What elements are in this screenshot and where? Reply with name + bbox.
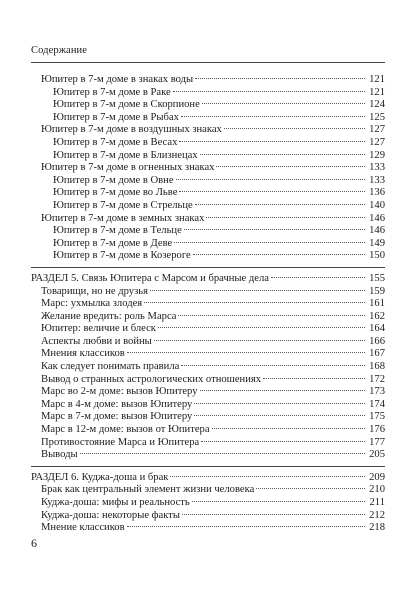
toc-entry-page: 212 bbox=[369, 509, 385, 521]
toc-entry-page: 172 bbox=[369, 373, 385, 385]
toc-entry-title: Юпитер в 7-м доме в Тельце bbox=[53, 225, 182, 237]
toc-entry-title: Противостояние Марса и Юпитера bbox=[41, 436, 200, 448]
toc-entry[interactable] bbox=[31, 250, 385, 263]
dot-leader bbox=[206, 217, 365, 218]
toc-entry-title: Юпитер в 7-м доме в Весах bbox=[53, 136, 178, 148]
section-divider bbox=[31, 267, 385, 268]
toc-entry[interactable] bbox=[31, 112, 385, 125]
dot-leader bbox=[195, 78, 365, 79]
dot-leader bbox=[182, 514, 365, 515]
toc-entry-title: Марс во 2-м доме: вызов Юпитеру bbox=[41, 386, 198, 398]
toc-entry[interactable] bbox=[31, 87, 385, 100]
toc-entry-title: Юпитер в 7-м доме в Близнецах bbox=[53, 149, 198, 161]
toc-entry-title: РАЗДЕЛ 6. Куджа-доша и брак bbox=[31, 471, 169, 483]
toc-entry-title: Юпитер в 7-м доме в Рыбах bbox=[53, 111, 179, 123]
dot-leader bbox=[178, 315, 365, 316]
toc-entry[interactable] bbox=[31, 213, 385, 226]
dot-leader bbox=[144, 302, 365, 303]
toc-entry-page: 211 bbox=[369, 497, 385, 508]
dot-leader bbox=[202, 103, 365, 104]
dot-leader bbox=[224, 128, 365, 129]
toc-entry[interactable] bbox=[31, 522, 385, 535]
toc-entry-page: 121 bbox=[369, 74, 385, 85]
header-divider bbox=[31, 62, 385, 63]
toc-entry-page: 133 bbox=[369, 174, 385, 186]
toc-entry[interactable] bbox=[31, 510, 385, 523]
toc-entry-page: 175 bbox=[369, 411, 385, 423]
toc-entry-page: 136 bbox=[369, 187, 385, 199]
toc-entry-page: 166 bbox=[369, 335, 385, 347]
toc-entry-page: 155 bbox=[369, 272, 385, 284]
toc-entry-title: Марс в 7-м доме: вызов Юпитеру bbox=[41, 411, 193, 423]
toc-entry[interactable] bbox=[31, 311, 385, 324]
dot-leader bbox=[127, 352, 365, 353]
toc-entry-title: Желание вредить: роль Марса bbox=[41, 310, 177, 322]
toc-entry[interactable] bbox=[31, 99, 385, 112]
dot-leader bbox=[174, 242, 365, 243]
toc-entry[interactable] bbox=[31, 374, 385, 387]
toc-entry-title: Юпитер в 7-м доме в Скорпионе bbox=[53, 99, 200, 111]
toc-entry[interactable] bbox=[31, 336, 385, 349]
dot-leader bbox=[150, 290, 365, 291]
toc-entry-page: 129 bbox=[369, 149, 385, 161]
toc-entry[interactable] bbox=[31, 449, 385, 462]
dot-leader bbox=[212, 428, 365, 429]
toc-entry[interactable] bbox=[31, 386, 385, 399]
toc-entry[interactable] bbox=[31, 361, 385, 374]
toc-entry-page: 209 bbox=[369, 471, 385, 483]
toc-entry[interactable] bbox=[31, 437, 385, 450]
dot-leader bbox=[271, 277, 365, 278]
toc-entry-title: Юпитер в 7-м доме в Козероге bbox=[53, 250, 191, 262]
toc-entry-page: 167 bbox=[369, 348, 385, 360]
dot-leader bbox=[194, 415, 365, 416]
toc-entry[interactable] bbox=[31, 238, 385, 251]
toc-entry[interactable] bbox=[31, 124, 385, 137]
toc-entry-page: 177 bbox=[369, 436, 385, 448]
toc-entry-title: Юпитер в 7-м доме в земных знаках bbox=[41, 212, 205, 224]
toc-entry[interactable] bbox=[31, 484, 385, 497]
toc-entry-page: 127 bbox=[369, 136, 385, 148]
dot-leader bbox=[181, 365, 365, 366]
toc-entry[interactable] bbox=[31, 187, 385, 200]
toc-entry[interactable] bbox=[31, 137, 385, 150]
toc-entry-title: Юпитер в 7-м доме во Льве bbox=[53, 187, 178, 199]
toc-entry-title: Как следует понимать правила bbox=[41, 361, 180, 373]
toc-entry-title: Мнения классиков bbox=[41, 348, 125, 360]
toc-entry-page: 176 bbox=[369, 424, 385, 436]
toc-entry-title: Марс в 4-м доме: вызов Юпитеру bbox=[41, 398, 193, 410]
table-of-contents bbox=[31, 74, 385, 535]
toc-entry-page: 149 bbox=[369, 237, 385, 249]
section-divider bbox=[31, 466, 385, 467]
toc-entry-title: Юпитер в 7-м доме в воздушных знаках bbox=[41, 124, 222, 136]
toc-entry-title: Аспекты любви и войны bbox=[41, 335, 152, 347]
dot-leader bbox=[154, 340, 365, 341]
toc-entry-title: Марс в 12-м доме: вызов от Юпитера bbox=[41, 424, 210, 436]
toc-section-heading[interactable] bbox=[31, 273, 385, 286]
toc-entry[interactable] bbox=[31, 74, 385, 87]
toc-entry-title: Брак как центральный элемент жизни человека bbox=[41, 484, 255, 496]
dot-leader bbox=[194, 403, 365, 404]
toc-entry[interactable] bbox=[31, 399, 385, 412]
toc-section-heading[interactable] bbox=[31, 472, 385, 485]
toc-entry[interactable] bbox=[31, 323, 385, 336]
dot-leader bbox=[176, 179, 365, 180]
dot-leader bbox=[181, 116, 365, 117]
toc-entry-page: 150 bbox=[369, 250, 385, 262]
toc-entry[interactable] bbox=[31, 286, 385, 299]
toc-entry-title: Юпитер в 7-м доме в огненных знаках bbox=[41, 162, 215, 174]
toc-entry-page: 127 bbox=[369, 124, 385, 136]
toc-entry-title: Вывод о странных астрологических отношениях bbox=[41, 373, 262, 385]
toc-entry[interactable] bbox=[31, 348, 385, 361]
dot-leader bbox=[179, 191, 365, 192]
page-number: 6 bbox=[31, 536, 37, 550]
toc-entry-page: 133 bbox=[369, 162, 385, 174]
toc-entry-title: Куджа-доша: некоторые факты bbox=[41, 509, 180, 521]
toc-entry-title: Юпитер в 7-м доме в знаках воды bbox=[41, 74, 194, 85]
toc-entry-page: 174 bbox=[369, 398, 385, 410]
toc-entry-page: 140 bbox=[369, 199, 385, 211]
toc-entry-title: Куджа-доша: мифы и реальность bbox=[41, 497, 190, 508]
dot-leader bbox=[195, 204, 365, 205]
toc-entry-title: РАЗДЕЛ 5. Связь Юпитера с Марсом и брачные дела bbox=[31, 272, 269, 284]
toc-entry-page: 124 bbox=[369, 99, 385, 111]
toc-entry-page: 121 bbox=[369, 86, 385, 98]
dot-leader bbox=[256, 488, 365, 489]
toc-entry-page: 173 bbox=[369, 386, 385, 398]
running-header: Содержание bbox=[31, 45, 88, 56]
toc-entry-title: Марс: ухмылка злодея bbox=[41, 298, 143, 310]
toc-entry-title: Юпитер: величие и блеск bbox=[41, 323, 156, 335]
toc-entry[interactable] bbox=[31, 411, 385, 424]
toc-entry-page: 146 bbox=[369, 212, 385, 224]
toc-entry-page: 159 bbox=[369, 285, 385, 297]
dot-leader bbox=[179, 141, 365, 142]
toc-entry[interactable] bbox=[31, 225, 385, 238]
dot-leader bbox=[173, 91, 365, 92]
dot-leader bbox=[200, 390, 365, 391]
toc-entry-title: Юпитер в 7-м доме в Деве bbox=[53, 237, 173, 249]
toc-entry-page: 125 bbox=[369, 111, 385, 123]
dot-leader bbox=[192, 501, 365, 502]
toc-entry-page: 161 bbox=[369, 298, 385, 310]
toc-entry-title: Выводы bbox=[41, 449, 78, 461]
toc-entry-page: 146 bbox=[369, 225, 385, 237]
dot-leader bbox=[184, 229, 365, 230]
toc-entry[interactable] bbox=[31, 424, 385, 437]
dot-leader bbox=[127, 526, 365, 527]
toc-entry-page: 164 bbox=[369, 323, 385, 335]
toc-entry-title: Мнение классиков bbox=[41, 522, 125, 534]
dot-leader bbox=[263, 378, 365, 379]
toc-entry[interactable] bbox=[31, 162, 385, 175]
toc-entry-page: 205 bbox=[369, 449, 385, 461]
dot-leader bbox=[158, 327, 365, 328]
toc-entry[interactable] bbox=[31, 298, 385, 311]
toc-entry[interactable] bbox=[31, 497, 385, 510]
dot-leader bbox=[193, 254, 365, 255]
toc-entry[interactable] bbox=[31, 175, 385, 188]
toc-entry-title: Юпитер в 7-м доме в Раке bbox=[53, 86, 171, 98]
toc-entry[interactable] bbox=[31, 200, 385, 213]
dot-leader bbox=[170, 476, 365, 477]
dot-leader bbox=[216, 166, 365, 167]
dot-leader bbox=[201, 441, 365, 442]
toc-entry[interactable] bbox=[31, 150, 385, 163]
toc-entry-page: 218 bbox=[369, 522, 385, 534]
toc-entry-page: 210 bbox=[369, 484, 385, 496]
toc-entry-title: Юпитер в 7-м доме в Стрельце bbox=[53, 199, 193, 211]
dot-leader bbox=[200, 154, 365, 155]
toc-entry-page: 162 bbox=[369, 310, 385, 322]
toc-entry-title: Товарищи, но не друзья bbox=[41, 285, 148, 297]
toc-entry-page: 168 bbox=[369, 361, 385, 373]
dot-leader bbox=[80, 453, 365, 454]
toc-entry-title: Юпитер в 7-м доме в Овне bbox=[53, 174, 174, 186]
